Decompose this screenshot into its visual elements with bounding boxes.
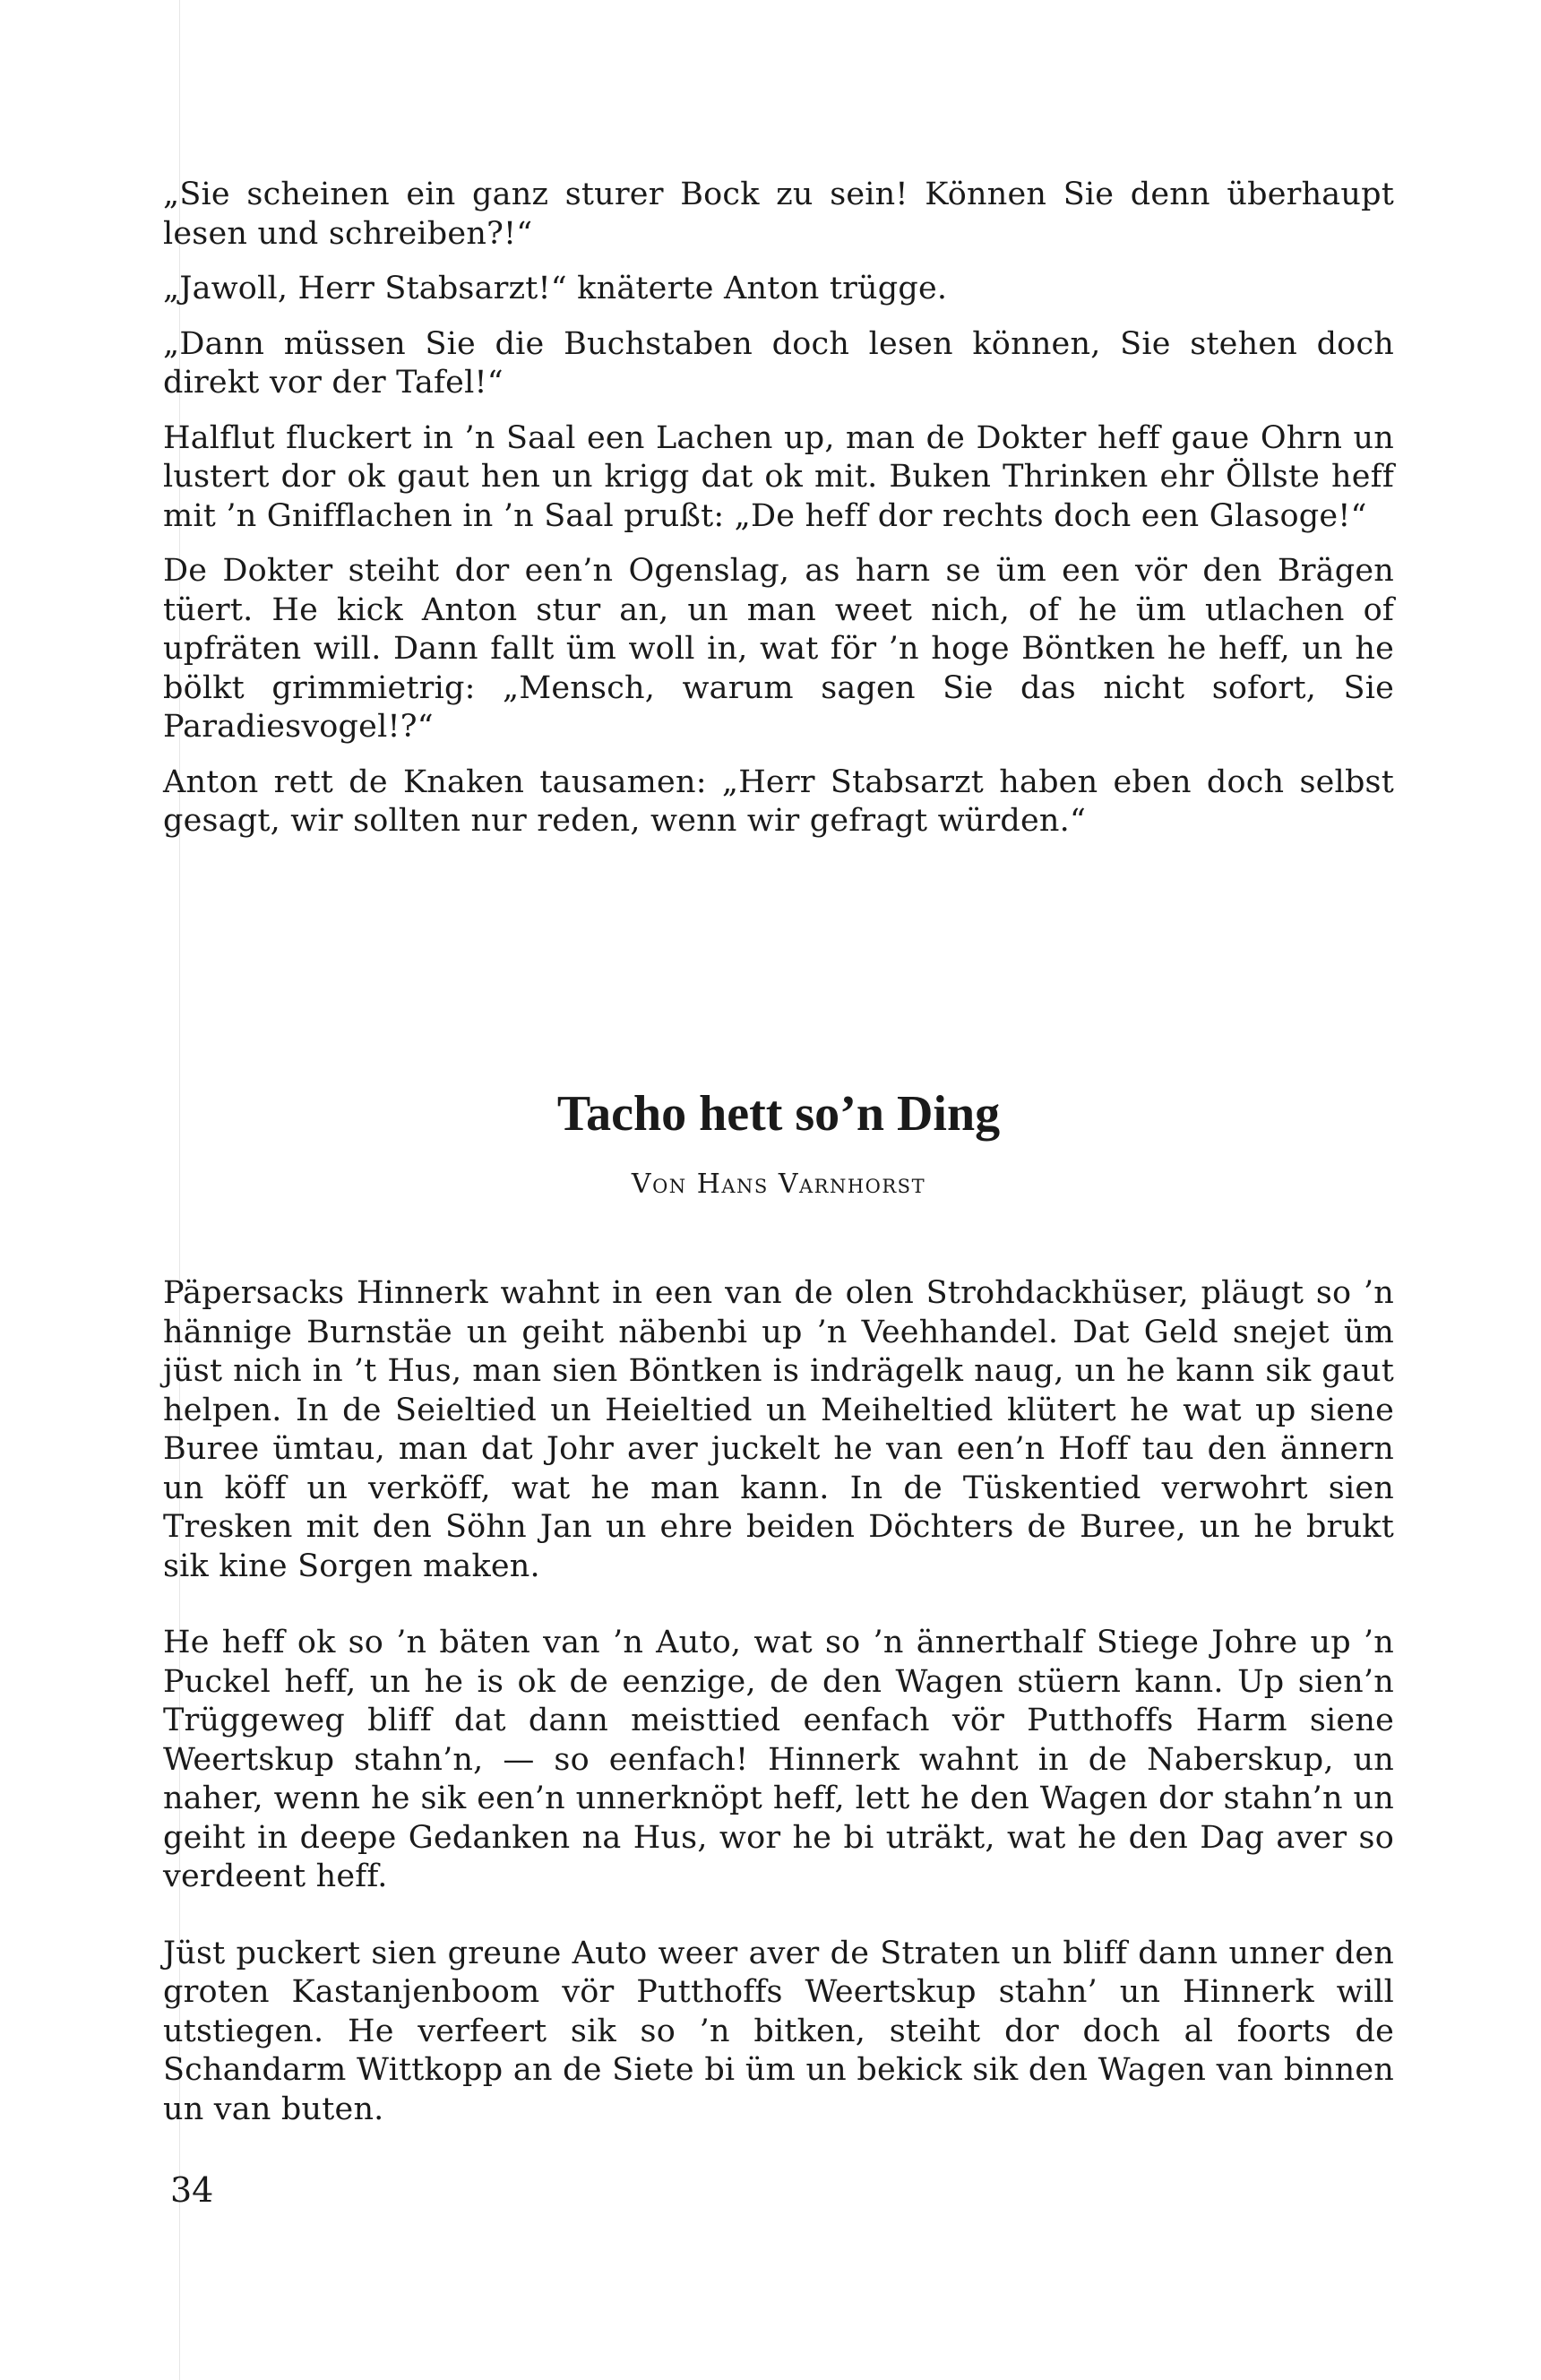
paragraph: „Dann müssen Sie die Buchstaben doch lesen können, Sie stehen doch direkt vor der Tafel!“ [163, 325, 1394, 401]
paragraph: He heff ok so ’n bäten van ’n Auto, wat so ’n ännerthalf Stiege Johre up ’n Puckel heff, un he is ok de eenzige, de den Wagen stüern kann. Up sien’n Trüggeweg bliff dat dann meisttied eenfach vör Putthoffs Harm siene Weertskup stahn’n, — so eenfach! Hinnerk wahnt in de Naberskup, un naher, wenn he sik een’n unnerknöpt heff, lett he den Wagen dor stahn’n un geiht in deepe Gedanken na Hus, wor he bi uträkt, wat he den Dag aver so verdeent heff. [163, 1625, 1394, 1894]
article-title: Tacho hett so’n Ding [556, 1086, 1001, 1142]
paragraph: Päpersacks Hinnerk wahnt in een van de olen Strohdackhüser, pläugt so ’n hännige Burnstäe un geiht näbenbi up ’n Veehhandel. Dat Geld snejet üm jüst nich in ’t Hus, man sien Böntken is indrägelk naug, un he kann sik gaut helpen. In de Seieltied un Heieltied un Meiheltied klütert he wat up siene Buree ümtau, man dat Johr aver juckelt he van een’n Hoff tau den ännern un köff un verköff, wat he man kann. In de Tüskentied verwohrt sien Tresken mit den Söhn Jan un ehre beiden Döchters de Buree, un he brukt sik kine Sorgen maken. [163, 1275, 1394, 1584]
paragraph: „Sie scheinen ein ganz sturer Bock zu sein! Können Sie denn überhaupt lesen und schreiben?!“ [163, 177, 1394, 252]
paragraph: Halflut fluckert in ’n Saal een Lachen up, man de Dokter heff gaue Ohrn un lustert dor ok gaut hen un krigg dat ok mit. Buken Thrinken ehr Öllste heff mit ’n Gnifflachen in ’n Saal prußt: „De heff dor rechts doch een Glasoge!“ [163, 419, 1394, 534]
article-byline: Von Hans Varnhorst [631, 1168, 926, 1200]
previous-story-ending [163, 176, 1394, 858]
paragraph: De Dokter steiht dor een’n Ogenslag, as harn se üm een vör den Brägen tüert. He kick Anton stur an, un man weet nich, of he üm utlachen of upfräten will. Dann fallt üm woll in, wat för ’n hoge Böntken he heff, un he bölkt grimmietrig: „Mensch, warum sagen Sie das nicht sofort, Sie Paradiesvogel!?“ [163, 553, 1394, 745]
paragraph: Jüst puckert sien greune Auto weer aver de Straten un bliff dann unner den groten Kastanjenboom vör Putthoffs Weertskup stahn’ un Hinnerk will utstiegen. He verfeert sik so ’n bitken, steiht dor doch al foorts de Schandarm Wittkopp an de Siete bi üm un bekick sik den Wagen van binnen un van buten. [163, 1935, 1394, 2127]
paragraph: „Jawoll, Herr Stabsarzt!“ knäterte Anton trügge. [163, 271, 948, 306]
paragraph: Anton rett de Knaken tausamen: „Herr Stabsarzt haben eben doch selbst gesagt, wir sollten nur reden, wenn wir gefragt würden.“ [163, 763, 1394, 839]
article-body [163, 1274, 1394, 2167]
page-number: 34 [170, 2170, 214, 2210]
